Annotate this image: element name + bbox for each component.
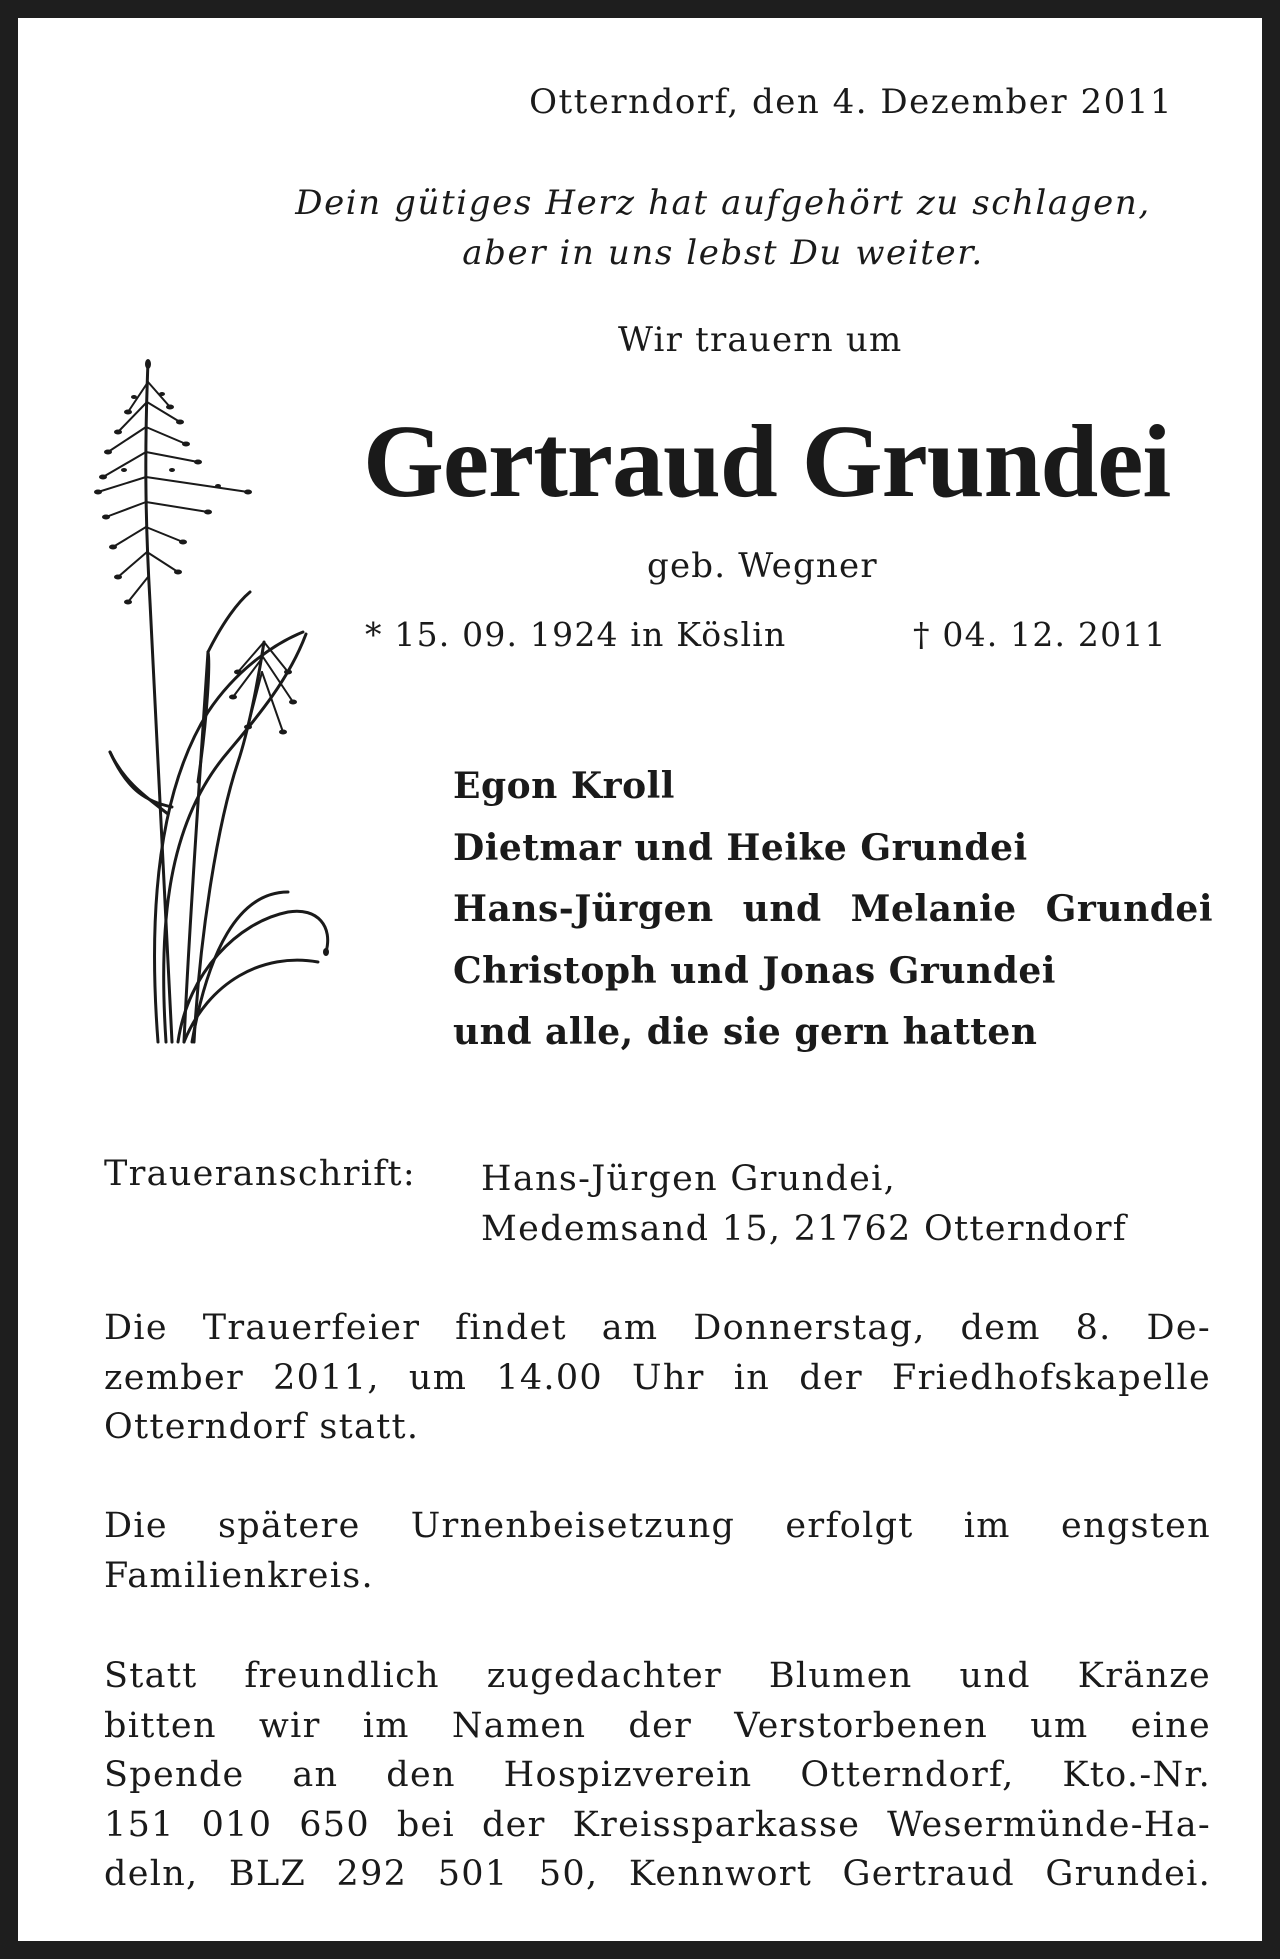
paragraph-line: Spende an den Hospizverein Otterndorf, Kto.-Nr.	[104, 1755, 1211, 1795]
paragraph-line: 151 010 650 bei der Kreissparkasse Wesermünde-Ha-	[104, 1804, 1211, 1845]
birth-date: * 15. 09. 1924 in Köslin	[365, 615, 787, 654]
burial-paragraph	[104, 1502, 1211, 1601]
motto-line: Dein gütiges Herz hat aufgehört zu schlagen,	[295, 183, 1151, 223]
grass-illustration-icon	[88, 352, 348, 1052]
mourner-name: Christoph und Jonas Grundei	[453, 949, 1056, 992]
address-line: Medemsand 15, 21762 Otterndorf	[481, 1209, 1127, 1249]
death-date: † 04. 12. 2011	[913, 615, 1167, 654]
paragraph-line: Statt freundlich zugedachter Blumen und Kränze	[104, 1656, 1211, 1696]
mourner-name: Dietmar und Heike Grundei	[453, 826, 1028, 869]
paragraph-line: Otterndorf statt.	[104, 1407, 420, 1447]
mourner-name: Hans-Jürgen und Melanie Grundei	[453, 888, 1213, 930]
deceased-name: Gertraud Grundei	[363, 404, 1171, 519]
paragraph-line: deln, BLZ 292 501 50, Kennwort Gertraud Grundei.	[104, 1854, 1211, 1894]
address	[481, 1154, 1127, 1254]
funeral-paragraph	[104, 1304, 1211, 1453]
mourner-name: und alle, die sie gern hatten	[453, 1011, 1038, 1053]
paragraph-line: Die Trauerfeier findet am Donnerstag, dem 8. De-	[104, 1308, 1211, 1348]
place-date: Otterndorf, den 4. Dezember 2011	[529, 82, 1173, 122]
paragraph-line: Familienkreis.	[104, 1555, 374, 1596]
intro-text: Wir trauern um	[618, 320, 903, 360]
paragraph-line: bitten wir im Namen der Verstorbenen um eine	[104, 1705, 1211, 1746]
address-label: Traueranschrift:	[104, 1154, 416, 1194]
motto	[273, 178, 1173, 278]
maiden-name: geb. Wegner	[647, 546, 878, 586]
paragraph-line: zember 2011, um 14.00 Uhr in der Friedhofskapelle	[104, 1357, 1211, 1398]
paragraph-line: Die spätere Urnenbeisetzung erfolgt im engsten	[104, 1506, 1211, 1546]
mourner-name: Egon Kroll	[453, 765, 675, 807]
address-line: Hans-Jürgen Grundei,	[481, 1159, 897, 1199]
motto-line: aber in uns lebst Du weiter.	[462, 233, 984, 273]
mourners-list	[453, 756, 1213, 1064]
donation-paragraph	[104, 1652, 1211, 1900]
